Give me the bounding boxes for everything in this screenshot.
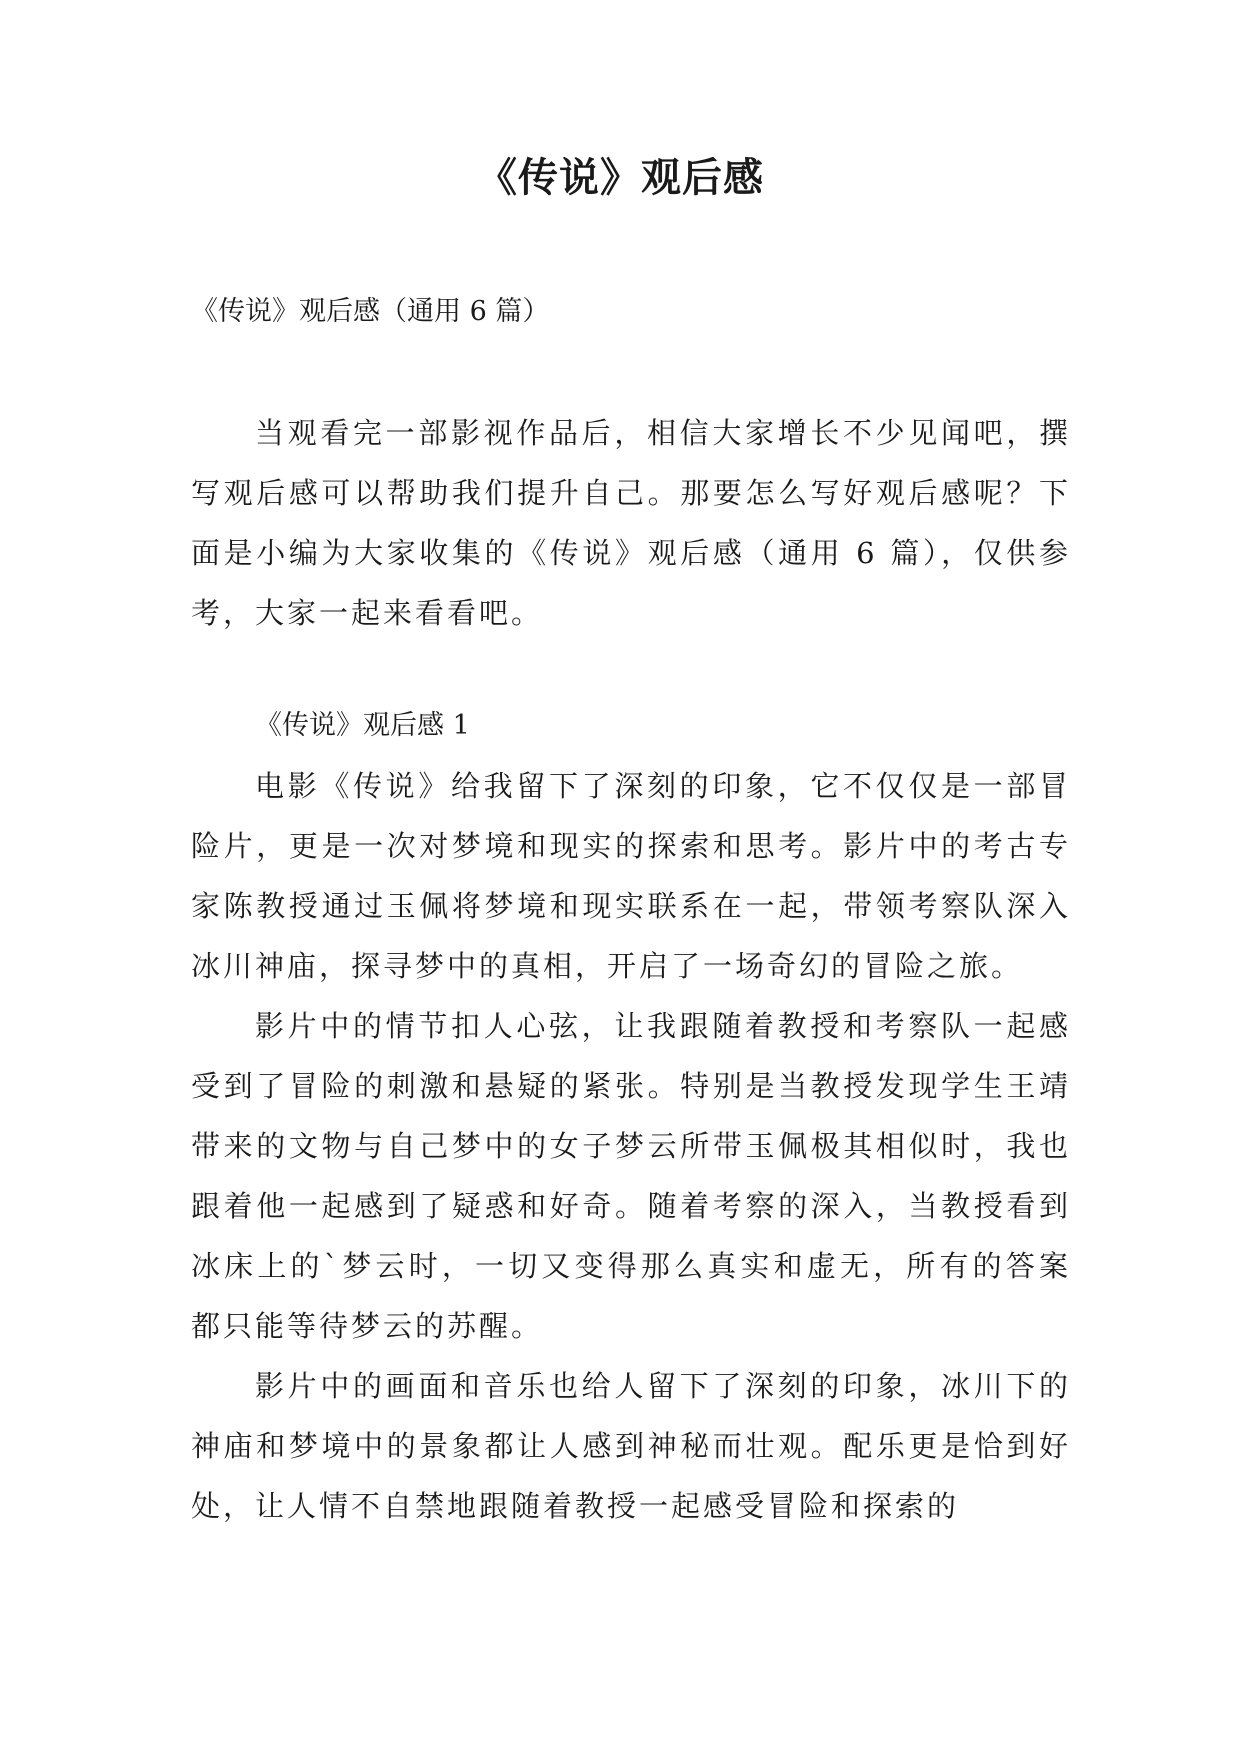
body-paragraph-1: 电影《传说》给我留下了深刻的印象，它不仅仅是一部冒险片，更是一次对梦境和现实的探索和思考。影片中的考古专家陈教授通过玉佩将梦境和现实联系在一起，带领考察队深入冰川神庙，探寻梦中的真相，开启了一场奇幻的冒险之旅。 xyxy=(191,769,1071,983)
document-subtitle: 《传说》观后感（通用 6 篇） xyxy=(191,296,550,327)
section-heading: 《传说》观后感 1 xyxy=(255,710,470,741)
intro-paragraph: 当观看完一部影视作品后，相信大家增长不少见闻吧，撰写观后感可以帮助我们提升自己。那要怎么写好观后感呢？下面是小编为大家收集的《传说》观后感（通用 6 篇），仅供参考，大家一起来看看吧。 xyxy=(191,416,1071,630)
intro-block xyxy=(191,403,1071,643)
body-paragraph-3: 影片中的画面和音乐也给人留下了深刻的印象，冰川下的神庙和梦境中的景象都让人感到神秘而壮观。配乐更是恰到好处，让人情不自禁地跟随着教授一起感受冒险和探索的 xyxy=(191,1369,1071,1523)
body-paragraph-2: 影片中的情节扣人心弦，让我跟随着教授和考察队一起感受到了冒险的刺激和悬疑的紧张。特别是当教授发现学生王靖带来的文物与自己梦中的女子梦云所带玉佩极其相似时，我也跟着他一起感到了疑惑和好奇。随着考察的深入，当教授看到冰床上的`梦云时，一切又变得那么真实和虚无，所有的答案都只能等待梦云的苏醒。 xyxy=(191,1009,1071,1343)
document-title: 《传说》观后感 xyxy=(477,155,764,201)
section-1 xyxy=(191,696,1071,1536)
